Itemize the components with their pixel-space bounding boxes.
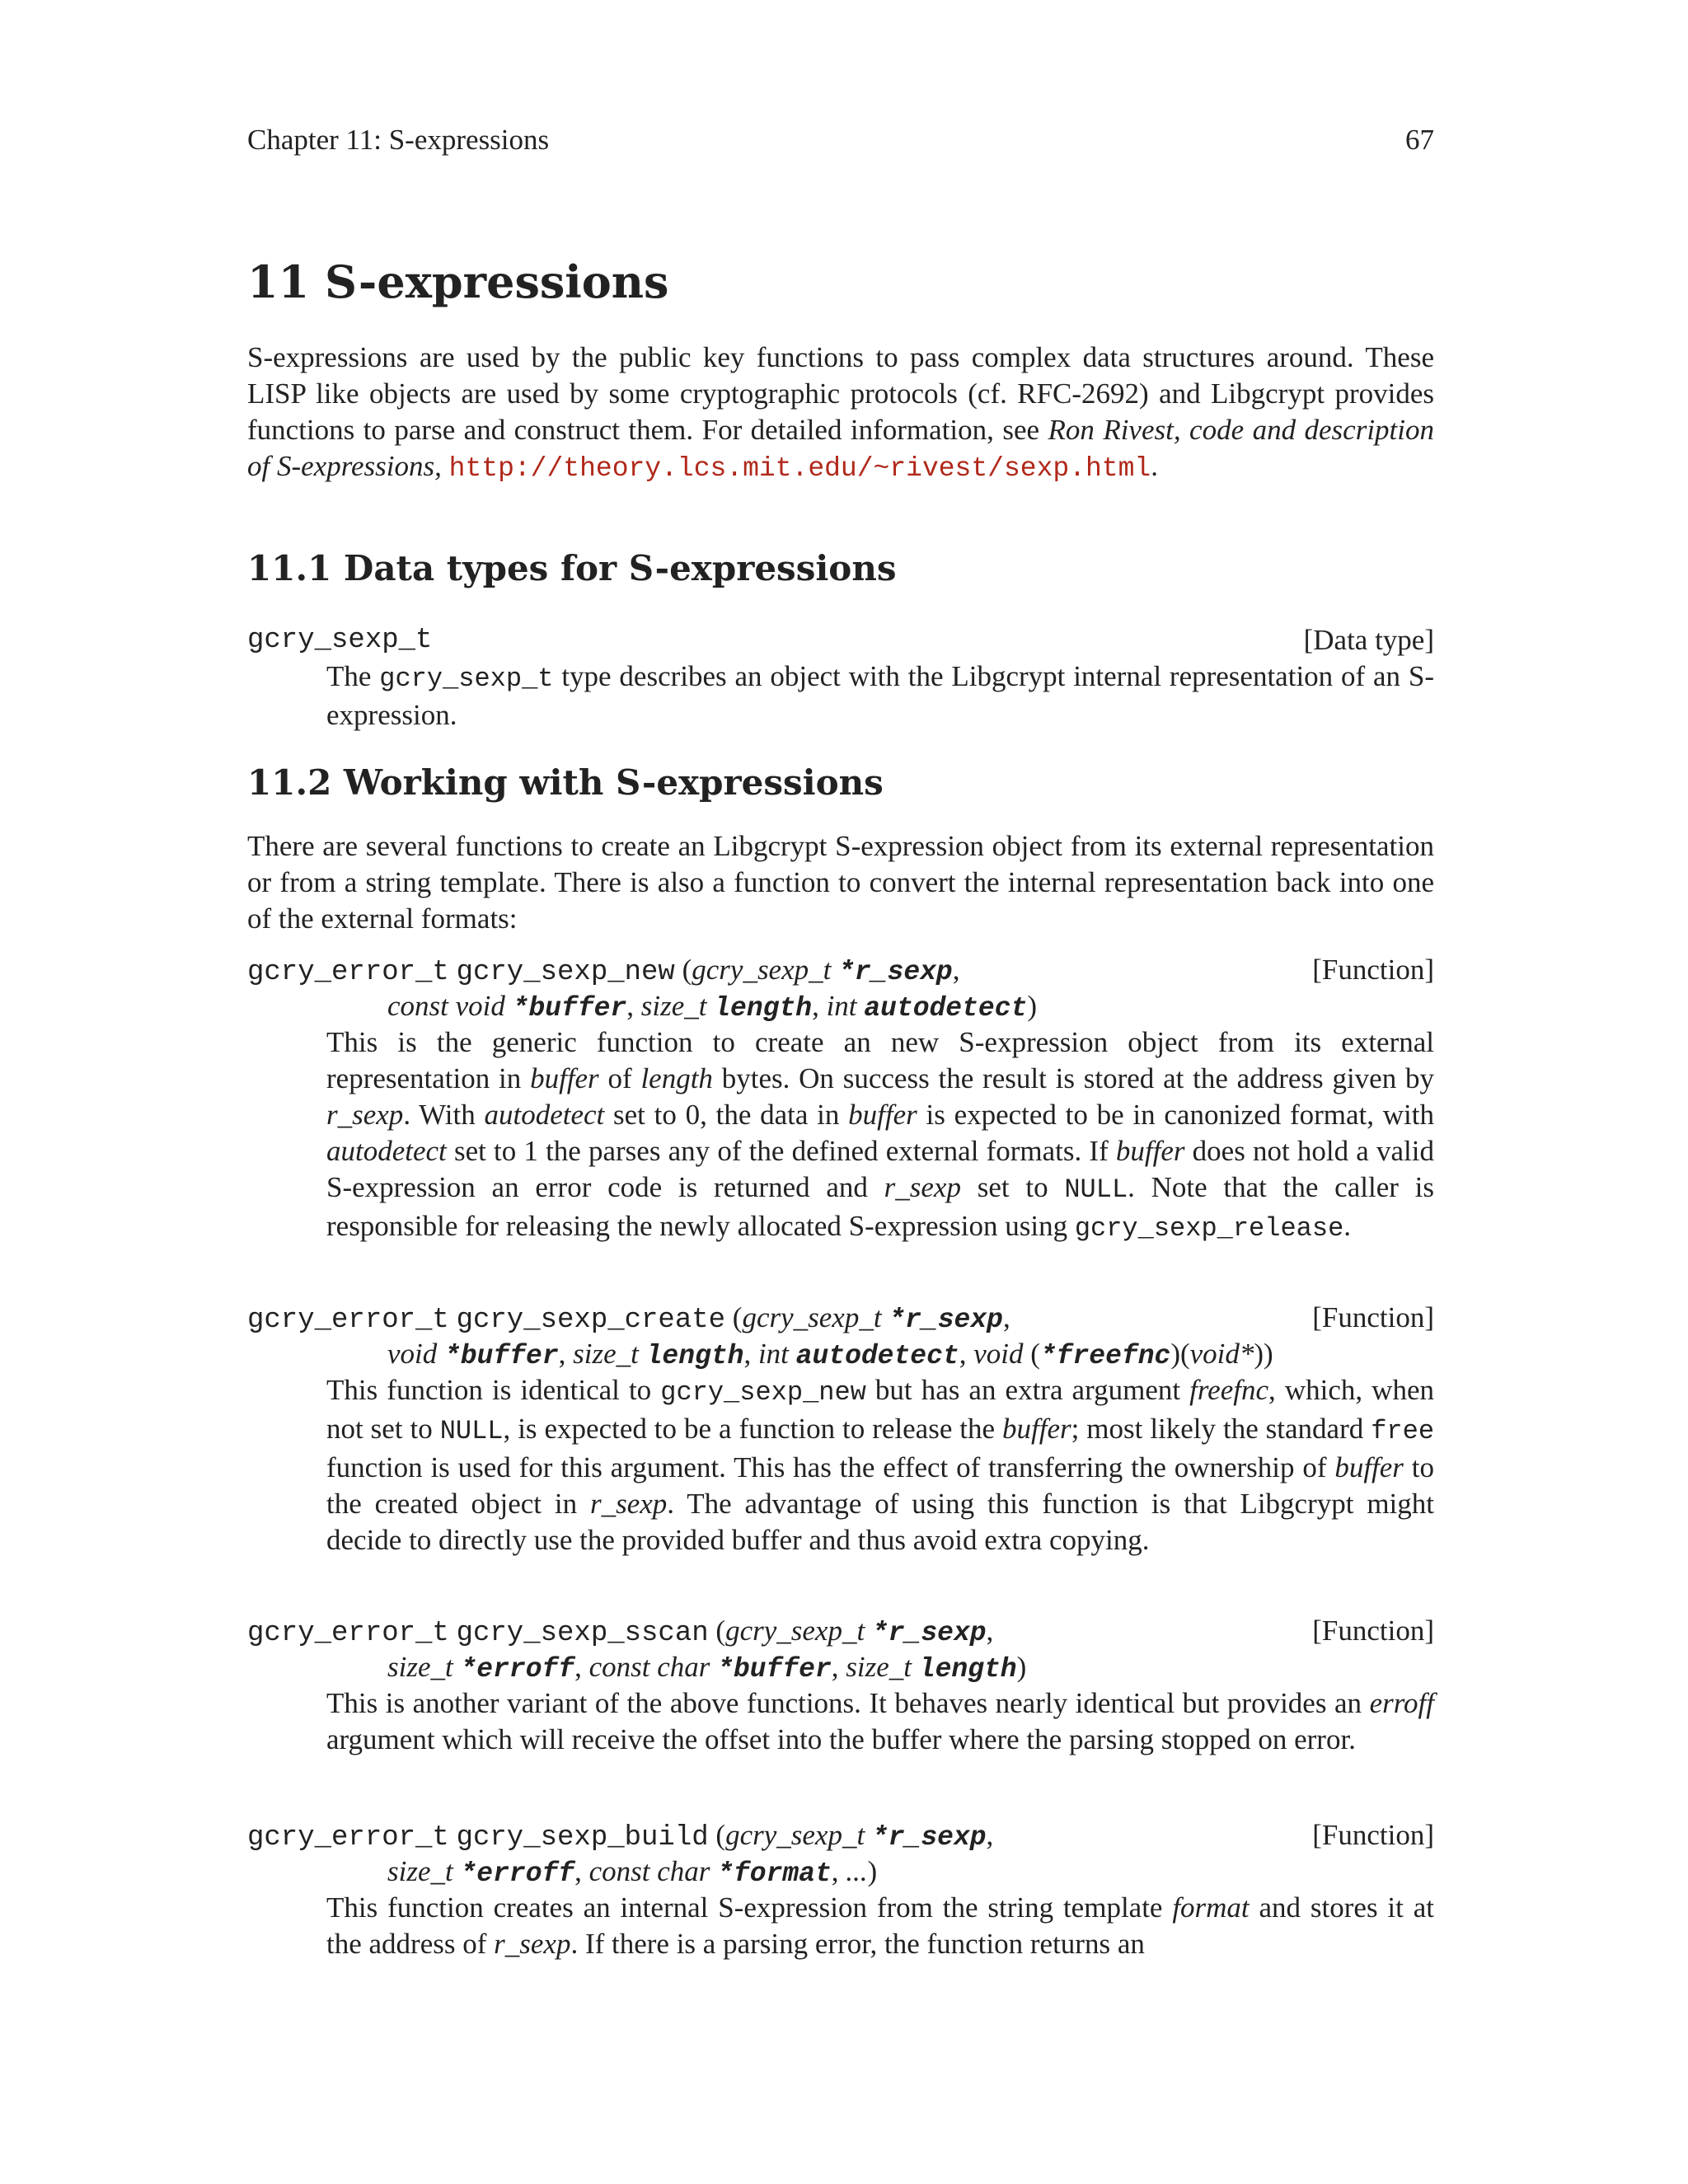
section-title-data-types: 11.1 Data types for S-expressions [247,548,897,588]
def-gcry-sexp-create: gcry_error_t gcry_sexp_create (gcry_sexp_t *r_sexp, [Function] [247,1300,1434,1338]
def-tag: [Function] [1312,1615,1434,1647]
running-header [247,124,1434,157]
def-gcry-sexp-sscan-args: size_t *erroff, const char *buffer, size_t length) [387,1651,1027,1685]
def-gcry-sexp-sscan-desc: This is another variant of the above functions. It behaves nearly identical but provides an erroff argument which will receive the offset into the buffer where the parsing stopped on error. [326,1687,1434,1755]
def-gcry-sexp-create-args: void *buffer, size_t length, int autodetect, void (*freefnc)(void*)) [387,1338,1273,1371]
def-gcry-sexp-sscan: gcry_error_t gcry_sexp_sscan (gcry_sexp_t *r_sexp, [Function] [247,1613,1434,1652]
document-page [247,124,1435,1960]
def-gcry-sexp-build: gcry_error_t gcry_sexp_build (gcry_sexp_t *r_sexp, [Function] [247,1817,1434,1856]
def-gcry-sexp-t [247,622,1434,658]
def-gcry-sexp-new: gcry_error_t gcry_sexp_new (gcry_sexp_t *r_sexp, [Function] [247,952,1434,991]
def-gcry-sexp-t-desc: The gcry_sexp_t type describes an object with the Libgcrypt internal representation of an S-expression. [326,660,1434,731]
reference-title: Ron Rivest, code and description of S-expressions, [247,414,1435,482]
chapter-title: 11 S-expressions [247,255,669,308]
def-tag: [Data type] [1303,624,1434,656]
def-gcry-sexp-build-args: size_t *erroff, const char *format, ...) [387,1855,878,1889]
def-gcry-sexp-new-args: const void *buffer, size_t length, int autodetect) [387,990,1037,1024]
sexp-spec-link[interactable]: http://theory.lcs.mit.edu/~rivest/sexp.html [448,453,1151,484]
section-title-working: 11.2 Working with S-expressions [247,762,884,803]
function-name: gcry_sexp_sscan [456,1618,709,1649]
def-tag: [Function] [1312,954,1434,986]
def-gcry-sexp-new-desc: This is the generic function to create an new S-expression object from its external representation in buffer of length bytes. On success the result is stored at the address given by r_sexp. With autodetect set to 0, the data in buffer is expected to be in canonized format, with autodetect set to 1 the parses any of the defined external formats. If buffer does not hold a valid S-expression an error code is returned and r_sexp set to NULL. Note that the caller is responsible for releasing the newly allocated S-expression using gcry_sexp_release. [326,1026,1435,1244]
def-gcry-sexp-create-desc: This function is identical to gcry_sexp_new but has an extra argument freefnc, which, when not set to NULL, is expected to be a function to release the buffer; most likely the standard free function is used for this argument. This has the effect of transferring the ownership of buffer to the created object in r_sexp. The advantage of using this function is that Libgcrypt might decide to directly use the provided buffer and thus avoid extra copying. [326,1374,1435,1556]
function-name: gcry_sexp_build [456,1822,709,1854]
function-name: gcry_sexp_create [456,1305,726,1336]
def-tag: [Function] [1312,1819,1434,1851]
type-name: gcry_sexp_t [247,625,433,656]
def-tag: [Function] [1312,1301,1434,1333]
section2-intro: There are several functions to create an Libgcrypt S-expression object from its external representation or from a string template. There is also a function to convert the internal representation back into one of the external formats: [247,830,1434,935]
function-name: gcry_sexp_new [456,957,675,988]
page-number: 67 [1405,124,1434,156]
chapter-header: Chapter 11: S-expressions [247,124,550,156]
def-gcry-sexp-build-desc: This function creates an internal S-expression from the string template format and stores it at the address of r_sexp. If there is a parsing error, the function returns an [326,1891,1434,1960]
intro-paragraph: S-expressions are used by the public key functions to pass complex data structures around. These LISP like objects are used by some cryptographic protocols (cf. RFC-2692) and Libgcrypt provides functions to parse and construct them. For detailed information, see Ron Rivest, code and description of S-expressions, http://theory.lcs.mit.edu/~rivest/sexp.html. [247,341,1435,484]
